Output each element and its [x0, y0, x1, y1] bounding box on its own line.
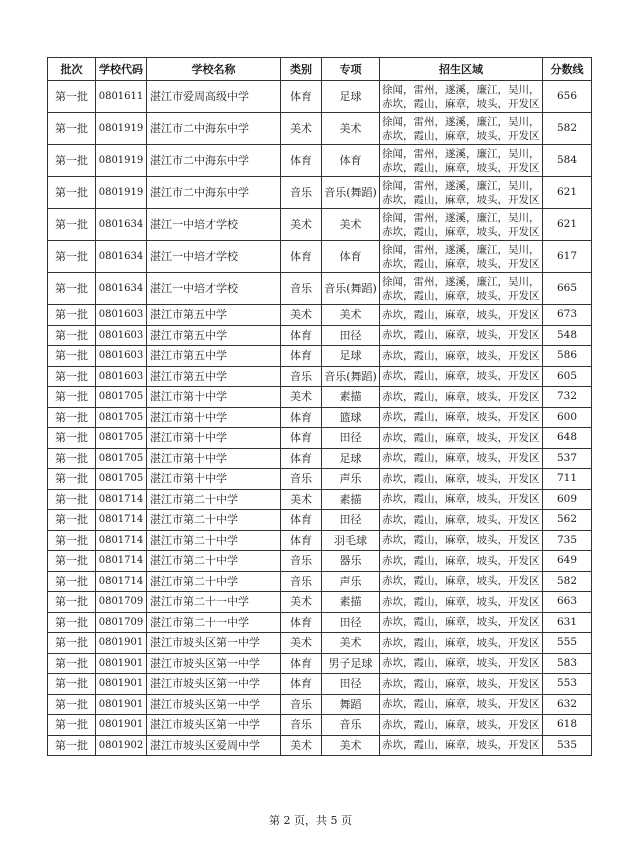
school-code-cell: 0801603	[96, 325, 147, 346]
school-code-cell: 0801705	[96, 469, 147, 490]
table-row	[48, 387, 592, 408]
school-code-cell: 0801901	[96, 715, 147, 736]
table-row	[48, 715, 592, 736]
score-cell: 583	[543, 653, 592, 674]
table-row	[48, 551, 592, 572]
table-row	[48, 469, 592, 490]
school-name-cell: 湛江一中培才学校	[147, 241, 281, 273]
special-cell: 舞蹈	[322, 694, 380, 715]
table-row	[48, 735, 592, 756]
table-row	[48, 346, 592, 367]
table-row	[48, 592, 592, 613]
school-name-cell: 湛江市爱周高级中学	[147, 81, 281, 113]
special-cell: 音乐	[322, 715, 380, 736]
score-cell: 617	[543, 241, 592, 273]
table-row	[48, 510, 592, 531]
school-name-cell: 湛江市第二十中学	[147, 489, 281, 510]
special-cell: 足球	[322, 448, 380, 469]
category-cell: 体育	[281, 612, 322, 633]
region-cell: 赤坎，霞山，麻章，坡头，开发区	[380, 366, 543, 387]
school-name-cell: 湛江市第二十中学	[147, 530, 281, 551]
special-cell: 美术	[322, 209, 380, 241]
batch-cell: 第一批	[48, 209, 96, 241]
school-name-cell: 湛江市第十中学	[147, 448, 281, 469]
school-code-cell: 0801634	[96, 273, 147, 305]
school-code-cell: 0801714	[96, 530, 147, 551]
school-code-cell: 0801714	[96, 510, 147, 531]
header-batch: 批次	[48, 58, 96, 81]
school-code-cell: 0801709	[96, 612, 147, 633]
batch-cell: 第一批	[48, 653, 96, 674]
score-cell: 673	[543, 305, 592, 326]
category-cell: 音乐	[281, 273, 322, 305]
special-cell: 美术	[322, 305, 380, 326]
page-footer: 第 2 页，共 5 页	[269, 814, 352, 827]
special-cell: 美术	[322, 633, 380, 654]
category-cell: 美术	[281, 735, 322, 756]
school-name-cell: 湛江市第十中学	[147, 387, 281, 408]
score-cell: 605	[543, 366, 592, 387]
table-row	[48, 530, 592, 551]
category-cell: 体育	[281, 325, 322, 346]
school-name-cell: 湛江市坡头区第一中学	[147, 674, 281, 695]
batch-cell: 第一批	[48, 305, 96, 326]
special-cell: 音乐(舞蹈)	[322, 366, 380, 387]
table-row	[48, 407, 592, 428]
region-cell: 赤坎，霞山，麻章，坡头，开发区	[380, 674, 543, 695]
batch-cell: 第一批	[48, 571, 96, 592]
special-cell: 音乐(舞蹈)	[322, 177, 380, 209]
batch-cell: 第一批	[48, 674, 96, 695]
table-row	[48, 209, 592, 241]
school-code-cell: 0801901	[96, 674, 147, 695]
school-name-cell: 湛江市第五中学	[147, 346, 281, 367]
category-cell: 美术	[281, 113, 322, 145]
school-name-cell: 湛江市坡头区第一中学	[147, 715, 281, 736]
batch-cell: 第一批	[48, 489, 96, 510]
score-cell: 665	[543, 273, 592, 305]
school-name-cell: 湛江一中培才学校	[147, 273, 281, 305]
score-cell: 621	[543, 209, 592, 241]
batch-cell: 第一批	[48, 715, 96, 736]
category-cell: 音乐	[281, 551, 322, 572]
region-cell: 赤坎，霞山，麻章，坡头，开发区	[380, 407, 543, 428]
category-cell: 体育	[281, 81, 322, 113]
category-cell: 音乐	[281, 571, 322, 592]
category-cell: 美术	[281, 633, 322, 654]
score-cell: 548	[543, 325, 592, 346]
school-name-cell: 湛江市二中海东中学	[147, 177, 281, 209]
table-row	[48, 305, 592, 326]
score-cell: 553	[543, 674, 592, 695]
batch-cell: 第一批	[48, 510, 96, 531]
school-name-cell: 湛江市第二十中学	[147, 571, 281, 592]
special-cell: 田径	[322, 612, 380, 633]
region-cell: 赤坎，霞山，麻章，坡头，开发区	[380, 325, 543, 346]
school-name-cell: 湛江市二中海东中学	[147, 145, 281, 177]
school-code-cell: 0801901	[96, 653, 147, 674]
category-cell: 体育	[281, 241, 322, 273]
school-code-cell: 0801919	[96, 177, 147, 209]
school-code-cell: 0801714	[96, 489, 147, 510]
batch-cell: 第一批	[48, 428, 96, 449]
score-cell: 648	[543, 428, 592, 449]
category-cell: 体育	[281, 674, 322, 695]
score-cell: 586	[543, 346, 592, 367]
region-cell: 赤坎，霞山，麻章，坡头，开发区	[380, 305, 543, 326]
score-cell: 562	[543, 510, 592, 531]
special-cell: 美术	[322, 735, 380, 756]
category-cell: 音乐	[281, 715, 322, 736]
header-region: 招生区域	[380, 58, 543, 81]
table-row	[48, 448, 592, 469]
school-code-cell: 0801705	[96, 387, 147, 408]
category-cell: 美术	[281, 305, 322, 326]
special-cell: 器乐	[322, 551, 380, 572]
school-name-cell: 湛江市第十中学	[147, 407, 281, 428]
admission-score-table	[47, 57, 592, 756]
batch-cell: 第一批	[48, 81, 96, 113]
region-cell: 赤坎，霞山，麻章，坡头，开发区	[380, 715, 543, 736]
special-cell: 田径	[322, 325, 380, 346]
table-row	[48, 571, 592, 592]
batch-cell: 第一批	[48, 325, 96, 346]
category-cell: 音乐	[281, 694, 322, 715]
region-cell: 赤坎，霞山，麻章，坡头，开发区	[380, 694, 543, 715]
region-cell: 赤坎，霞山，麻章，坡头，开发区	[380, 387, 543, 408]
table-row	[48, 145, 592, 177]
special-cell: 田径	[322, 674, 380, 695]
special-cell: 足球	[322, 346, 380, 367]
region-cell: 赤坎，霞山，麻章，坡头，开发区	[380, 592, 543, 613]
school-code-cell: 0801611	[96, 81, 147, 113]
score-cell: 649	[543, 551, 592, 572]
school-code-cell: 0801919	[96, 145, 147, 177]
region-cell: 徐闻，雷州，遂溪，廉江，吴川，赤坎，霞山，麻章，坡头，开发区	[380, 81, 543, 113]
special-cell: 音乐(舞蹈)	[322, 273, 380, 305]
region-cell: 赤坎，霞山，麻章，坡头，开发区	[380, 653, 543, 674]
category-cell: 体育	[281, 407, 322, 428]
school-code-cell: 0801603	[96, 305, 147, 326]
score-cell: 584	[543, 145, 592, 177]
table-row	[48, 428, 592, 449]
table-row	[48, 273, 592, 305]
batch-cell: 第一批	[48, 407, 96, 428]
category-cell: 体育	[281, 653, 322, 674]
table-row	[48, 325, 592, 346]
school-name-cell: 湛江市坡头区第一中学	[147, 653, 281, 674]
table-row	[48, 612, 592, 633]
table-row	[48, 694, 592, 715]
header-category: 类别	[281, 58, 322, 81]
batch-cell: 第一批	[48, 530, 96, 551]
region-cell: 徐闻，雷州，遂溪，廉江，吴川，赤坎，霞山，麻章，坡头，开发区	[380, 241, 543, 273]
region-cell: 赤坎，霞山，麻章，坡头，开发区	[380, 551, 543, 572]
school-name-cell: 湛江一中培才学校	[147, 209, 281, 241]
batch-cell: 第一批	[48, 735, 96, 756]
category-cell: 体育	[281, 448, 322, 469]
category-cell: 美术	[281, 592, 322, 613]
category-cell: 体育	[281, 530, 322, 551]
school-code-cell: 0801603	[96, 366, 147, 387]
special-cell: 足球	[322, 81, 380, 113]
region-cell: 赤坎，霞山，麻章，坡头，开发区	[380, 469, 543, 490]
batch-cell: 第一批	[48, 612, 96, 633]
batch-cell: 第一批	[48, 273, 96, 305]
special-cell: 田径	[322, 428, 380, 449]
special-cell: 素描	[322, 489, 380, 510]
school-code-cell: 0801709	[96, 592, 147, 613]
table-row	[48, 489, 592, 510]
category-cell: 音乐	[281, 177, 322, 209]
school-code-cell: 0801714	[96, 551, 147, 572]
region-cell: 赤坎，霞山，麻章，坡头，开发区	[380, 489, 543, 510]
region-cell: 赤坎，霞山，麻章，坡头，开发区	[380, 428, 543, 449]
batch-cell: 第一批	[48, 551, 96, 572]
region-cell: 赤坎，霞山，麻章，坡头，开发区	[380, 530, 543, 551]
school-code-cell: 0801603	[96, 346, 147, 367]
special-cell: 素描	[322, 592, 380, 613]
region-cell: 赤坎，霞山，麻章，坡头，开发区	[380, 571, 543, 592]
school-code-cell: 0801705	[96, 428, 147, 449]
table-row	[48, 633, 592, 654]
score-cell: 631	[543, 612, 592, 633]
school-name-cell: 湛江市坡头区第一中学	[147, 633, 281, 654]
school-code-cell: 0801902	[96, 735, 147, 756]
table-row	[48, 81, 592, 113]
score-cell: 732	[543, 387, 592, 408]
score-cell: 632	[543, 694, 592, 715]
header-score: 分数线	[543, 58, 592, 81]
score-cell: 582	[543, 113, 592, 145]
region-cell: 徐闻，雷州，遂溪，廉江，吴川，赤坎，霞山，麻章，坡头，开发区	[380, 273, 543, 305]
table-header-row	[48, 58, 592, 81]
header-school-name: 学校名称	[147, 58, 281, 81]
school-code-cell: 0801705	[96, 407, 147, 428]
school-code-cell: 0801901	[96, 633, 147, 654]
category-cell: 体育	[281, 145, 322, 177]
school-code-cell: 0801705	[96, 448, 147, 469]
batch-cell: 第一批	[48, 469, 96, 490]
school-name-cell: 湛江市第五中学	[147, 325, 281, 346]
score-cell: 600	[543, 407, 592, 428]
school-code-cell: 0801634	[96, 209, 147, 241]
school-code-cell: 0801634	[96, 241, 147, 273]
score-cell: 621	[543, 177, 592, 209]
batch-cell: 第一批	[48, 241, 96, 273]
batch-cell: 第一批	[48, 694, 96, 715]
batch-cell: 第一批	[48, 113, 96, 145]
school-name-cell: 湛江市坡头区第一中学	[147, 694, 281, 715]
category-cell: 音乐	[281, 469, 322, 490]
admission-table-page	[47, 57, 591, 756]
batch-cell: 第一批	[48, 145, 96, 177]
score-cell: 711	[543, 469, 592, 490]
region-cell: 徐闻，雷州，遂溪，廉江，吴川，赤坎，霞山，麻章，坡头，开发区	[380, 145, 543, 177]
special-cell: 声乐	[322, 469, 380, 490]
region-cell: 徐闻，雷州，遂溪，廉江，吴川，赤坎，霞山，麻章，坡头，开发区	[380, 209, 543, 241]
score-cell: 537	[543, 448, 592, 469]
table-row	[48, 674, 592, 695]
table-row	[48, 241, 592, 273]
school-name-cell: 湛江市第二十中学	[147, 551, 281, 572]
special-cell: 美术	[322, 113, 380, 145]
school-name-cell: 湛江市第十中学	[147, 428, 281, 449]
special-cell: 田径	[322, 510, 380, 531]
school-name-cell: 湛江市第五中学	[147, 366, 281, 387]
school-name-cell: 湛江市坡头区爱周中学	[147, 735, 281, 756]
special-cell: 体育	[322, 241, 380, 273]
score-cell: 582	[543, 571, 592, 592]
batch-cell: 第一批	[48, 633, 96, 654]
special-cell: 羽毛球	[322, 530, 380, 551]
score-cell: 663	[543, 592, 592, 613]
batch-cell: 第一批	[48, 346, 96, 367]
batch-cell: 第一批	[48, 448, 96, 469]
school-name-cell: 湛江市第二十中学	[147, 510, 281, 531]
category-cell: 音乐	[281, 366, 322, 387]
batch-cell: 第一批	[48, 387, 96, 408]
school-name-cell: 湛江市第二十一中学	[147, 612, 281, 633]
category-cell: 体育	[281, 510, 322, 531]
school-code-cell: 0801901	[96, 694, 147, 715]
batch-cell: 第一批	[48, 366, 96, 387]
score-cell: 609	[543, 489, 592, 510]
batch-cell: 第一批	[48, 592, 96, 613]
special-cell: 篮球	[322, 407, 380, 428]
table-row	[48, 366, 592, 387]
school-name-cell: 湛江市第十中学	[147, 469, 281, 490]
region-cell: 赤坎，霞山，麻章，坡头，开发区	[380, 448, 543, 469]
special-cell: 素描	[322, 387, 380, 408]
region-cell: 赤坎，霞山，麻章，坡头，开发区	[380, 612, 543, 633]
special-cell: 声乐	[322, 571, 380, 592]
category-cell: 体育	[281, 428, 322, 449]
category-cell: 美术	[281, 489, 322, 510]
school-name-cell: 湛江市第五中学	[147, 305, 281, 326]
table-body	[48, 81, 592, 756]
score-cell: 656	[543, 81, 592, 113]
region-cell: 赤坎，霞山，麻章，坡头，开发区	[380, 633, 543, 654]
score-cell: 555	[543, 633, 592, 654]
school-code-cell: 0801919	[96, 113, 147, 145]
header-school-code: 学校代码	[96, 58, 147, 81]
header-special: 专项	[322, 58, 380, 81]
category-cell: 美术	[281, 209, 322, 241]
region-cell: 徐闻，雷州，遂溪，廉江，吴川，赤坎，霞山，麻章，坡头，开发区	[380, 177, 543, 209]
category-cell: 美术	[281, 387, 322, 408]
region-cell: 赤坎，霞山，麻章，坡头，开发区	[380, 346, 543, 367]
special-cell: 体育	[322, 145, 380, 177]
school-code-cell: 0801714	[96, 571, 147, 592]
region-cell: 赤坎，霞山，麻章，坡头，开发区	[380, 735, 543, 756]
special-cell: 男子足球	[322, 653, 380, 674]
table-row	[48, 653, 592, 674]
score-cell: 735	[543, 530, 592, 551]
region-cell: 徐闻，雷州，遂溪，廉江，吴川，赤坎，霞山，麻章，坡头，开发区	[380, 113, 543, 145]
batch-cell: 第一批	[48, 177, 96, 209]
school-name-cell: 湛江市二中海东中学	[147, 113, 281, 145]
table-row	[48, 177, 592, 209]
region-cell: 赤坎，霞山，麻章，坡头，开发区	[380, 510, 543, 531]
table-row	[48, 113, 592, 145]
score-cell: 535	[543, 735, 592, 756]
school-name-cell: 湛江市第二十一中学	[147, 592, 281, 613]
score-cell: 618	[543, 715, 592, 736]
category-cell: 体育	[281, 346, 322, 367]
